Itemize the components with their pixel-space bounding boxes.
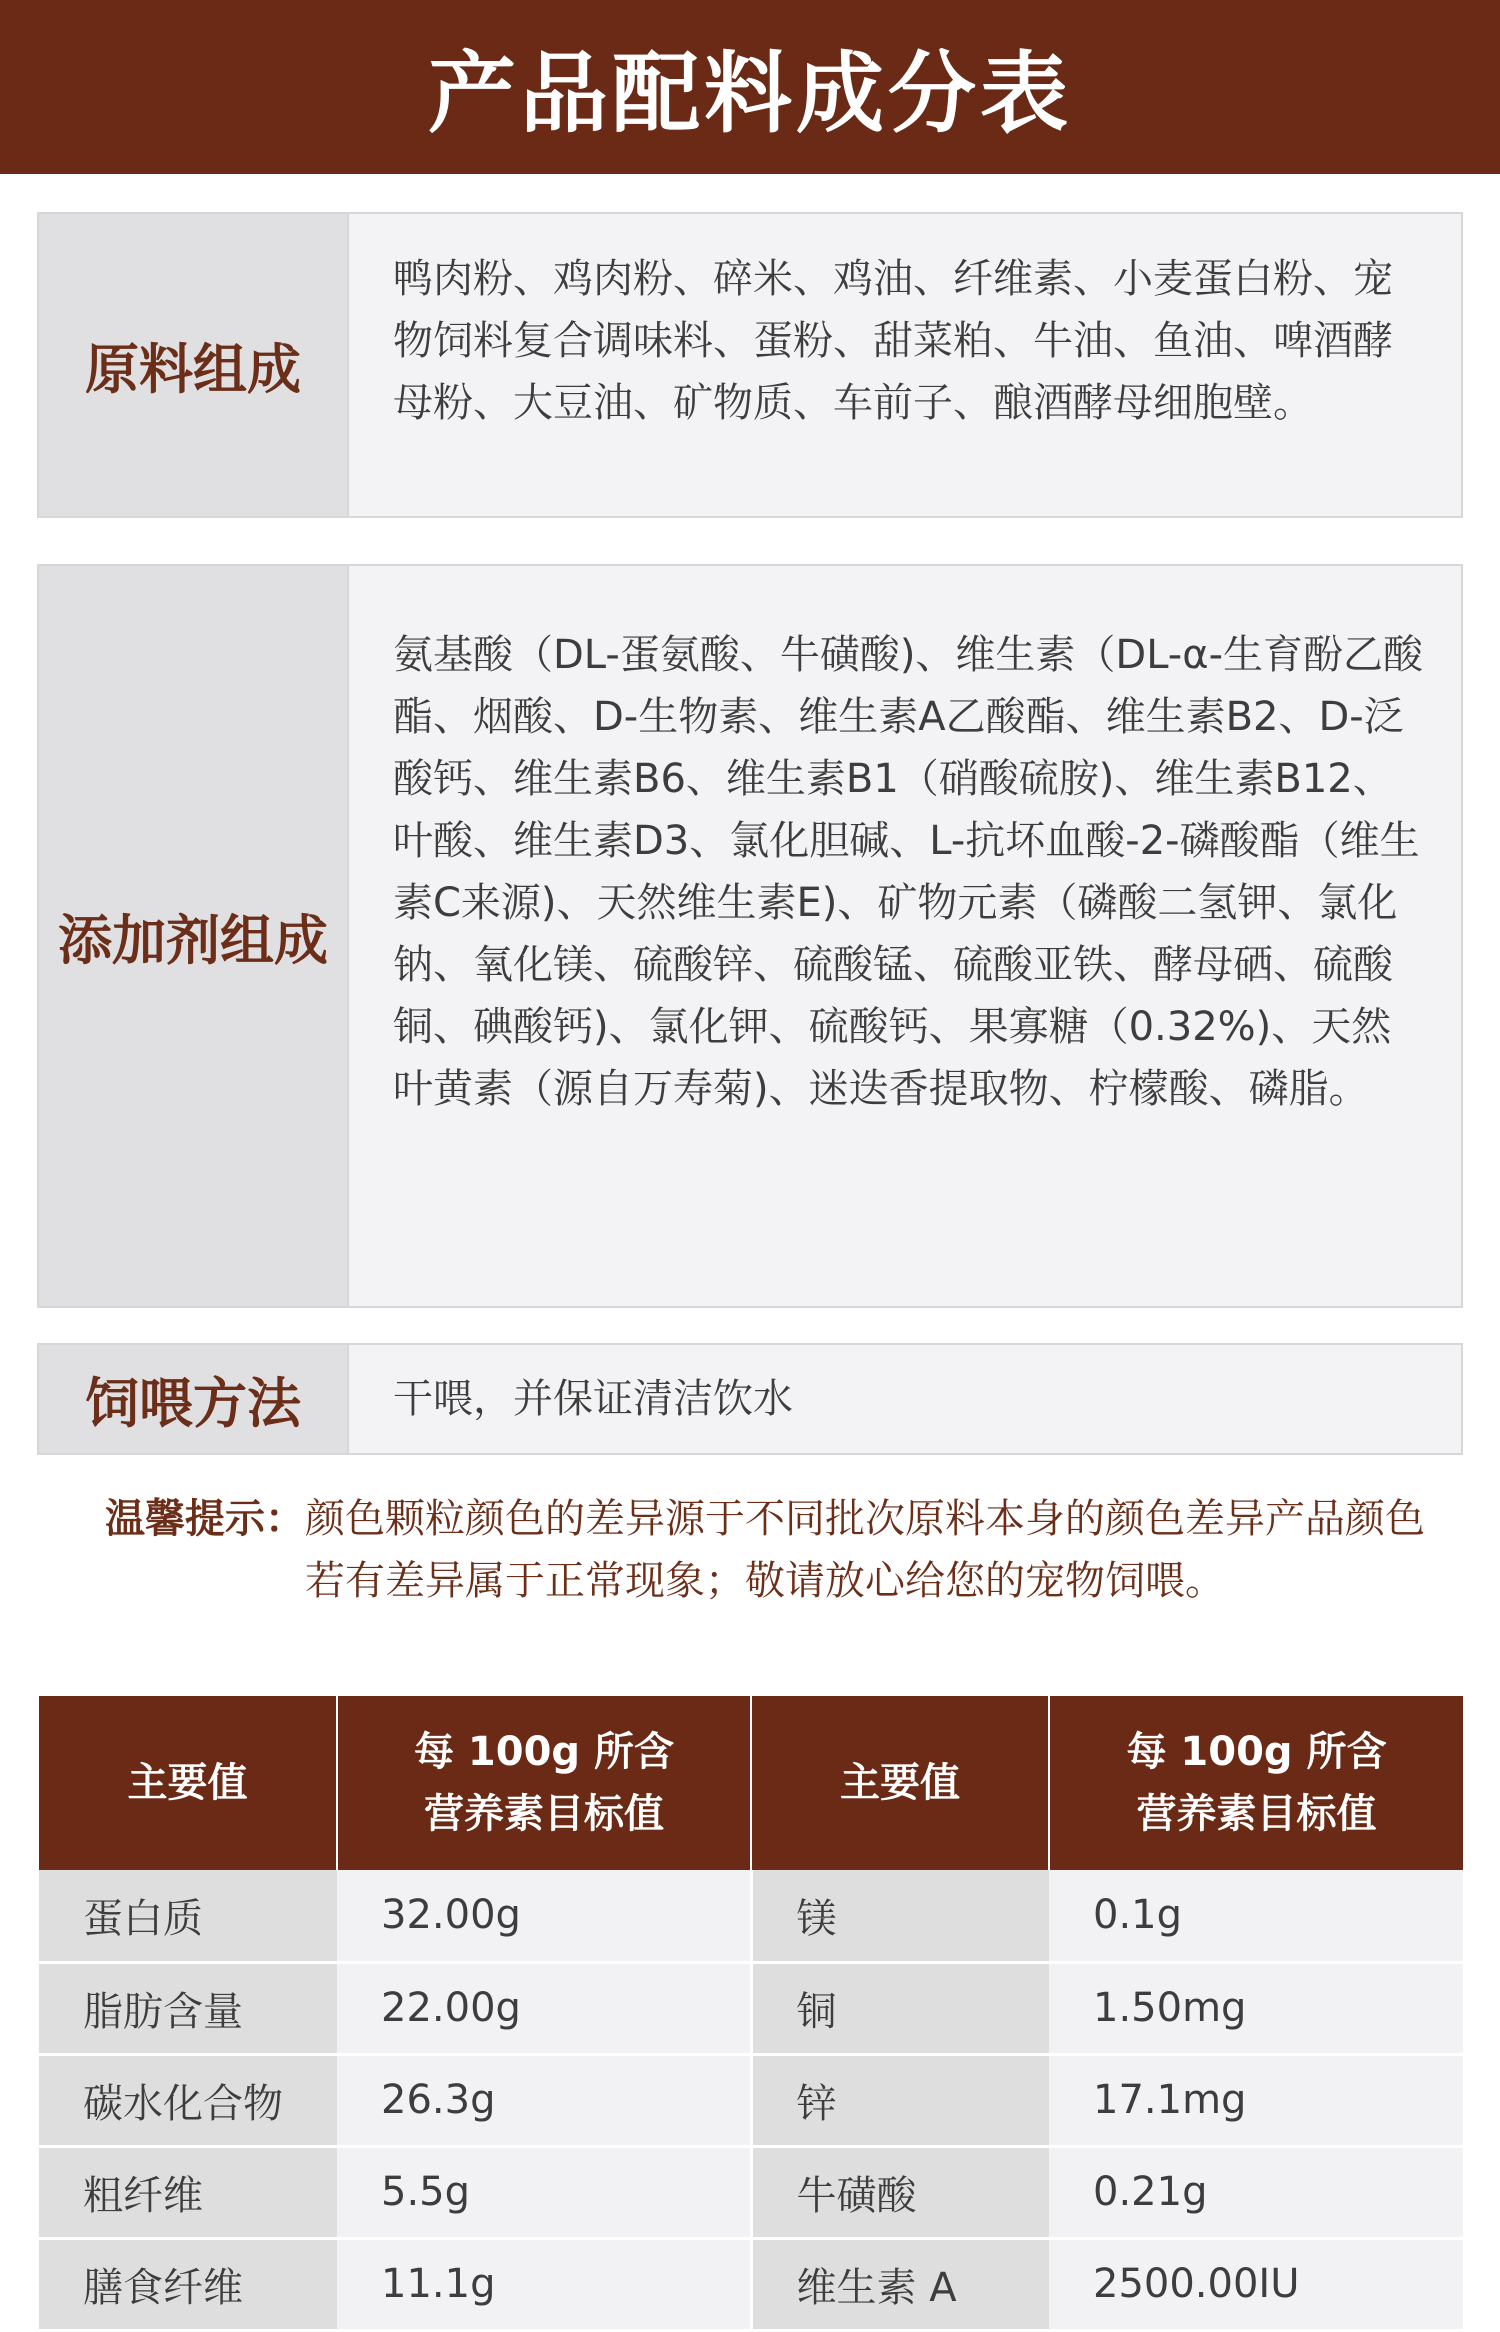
nutrient-value: 0.1g [1049, 1870, 1463, 1962]
nutrient-name: 碳水化合物 [39, 2054, 337, 2146]
table-row [39, 1870, 1463, 1962]
feeding-content [347, 1345, 1461, 1453]
nutrient-value: 22.00g [337, 1962, 751, 2054]
additives-text: 氨基酸（DL-蛋氨酸、牛磺酸)、维生素（DL-α-生育酚乙酸酯、烟酸、D-生物素、维生素A乙酸酯、维生素B2、D-泛酸钙、维生素B6、维生素B1（硝酸硫胺)、维生素B12、叶酸、维生素D3、氯化胆碱、L-抗坏血酸-2-磷酸酯（维生素C来源)、天然维生素E)、矿物元素（磷酸二氢钾、氯化钠、氧化镁、硫酸锌、硫酸锰、硫酸亚铁、酵母硒、硫酸铜、碘酸钙)、氯化钾、硫酸钙、果寡糖（0.32%)、天然叶黄素（源自万寿菊)、迷迭香提取物、柠檬酸、磷脂。 [393, 632, 1424, 1112]
table-row [39, 2146, 1463, 2238]
nutrient-name: 牛磺酸 [751, 2146, 1049, 2238]
header-cell: 每 100g 所含 营养素目标值 [1049, 1696, 1463, 1870]
tip-label: 温馨提示： [105, 1496, 305, 1542]
nutrient-name: 膳食纤维 [39, 2238, 337, 2330]
tip-text: 颜色颗粒颜色的差异源于不同批次原料本身的颜色差异产品颜色若有差异属于正常现象；敬请放心给您的宠物饲喂。 [305, 1496, 1425, 1604]
nutrient-name: 铜 [751, 1962, 1049, 2054]
header-cell: 主要值 [751, 1696, 1049, 1870]
page-title: 产品配料成分表 [0, 0, 1500, 174]
nutrient-value: 17.1mg [1049, 2054, 1463, 2146]
nutrient-name: 锌 [751, 2054, 1049, 2146]
nutrition-table [39, 1696, 1463, 2332]
nutrient-name: 脂肪含量 [39, 1962, 337, 2054]
nutrient-name: 镁 [751, 1870, 1049, 1962]
table-row [39, 2238, 1463, 2330]
raw-materials-text: 鸭肉粉、鸡肉粉、碎米、鸡油、纤维素、小麦蛋白粉、宠物饲料复合调味料、蛋粉、甜菜粕、牛油、鱼油、啤酒酵母粉、大豆油、矿物质、车前子、酿酒酵母细胞壁。 [393, 256, 1393, 426]
raw-materials-content [347, 214, 1461, 516]
nutrient-value: 32.00g [337, 1870, 751, 1962]
raw-materials-section [37, 212, 1463, 518]
feeding-text: 干喂，并保证清洁饮水 [393, 1376, 793, 1422]
nutrient-value: 0.21g [1049, 2146, 1463, 2238]
nutrient-value: 5.5g [337, 2146, 751, 2238]
additives-label: 添加剂组成 [39, 566, 347, 1306]
header-cell: 主要值 [39, 1696, 337, 1870]
table-row [39, 2054, 1463, 2146]
tip-note [105, 1488, 1435, 1612]
nutrient-name: 维生素 A [751, 2238, 1049, 2330]
feeding-label: 饲喂方法 [39, 1345, 347, 1453]
nutrient-value: 2500.00IU [1049, 2238, 1463, 2330]
additives-section [37, 564, 1463, 1308]
table-row [39, 1962, 1463, 2054]
header-cell: 每 100g 所含 营养素目标值 [337, 1696, 751, 1870]
raw-materials-label: 原料组成 [39, 214, 347, 516]
nutrient-value: 11.1g [337, 2238, 751, 2330]
nutrient-value: 26.3g [337, 2054, 751, 2146]
nutrition-header-row [39, 1696, 1463, 1870]
feeding-section [37, 1343, 1463, 1455]
nutrient-name: 蛋白质 [39, 1870, 337, 1962]
additives-content [347, 566, 1461, 1306]
nutrient-value: 1.50mg [1049, 1962, 1463, 2054]
nutrient-name: 粗纤维 [39, 2146, 337, 2238]
